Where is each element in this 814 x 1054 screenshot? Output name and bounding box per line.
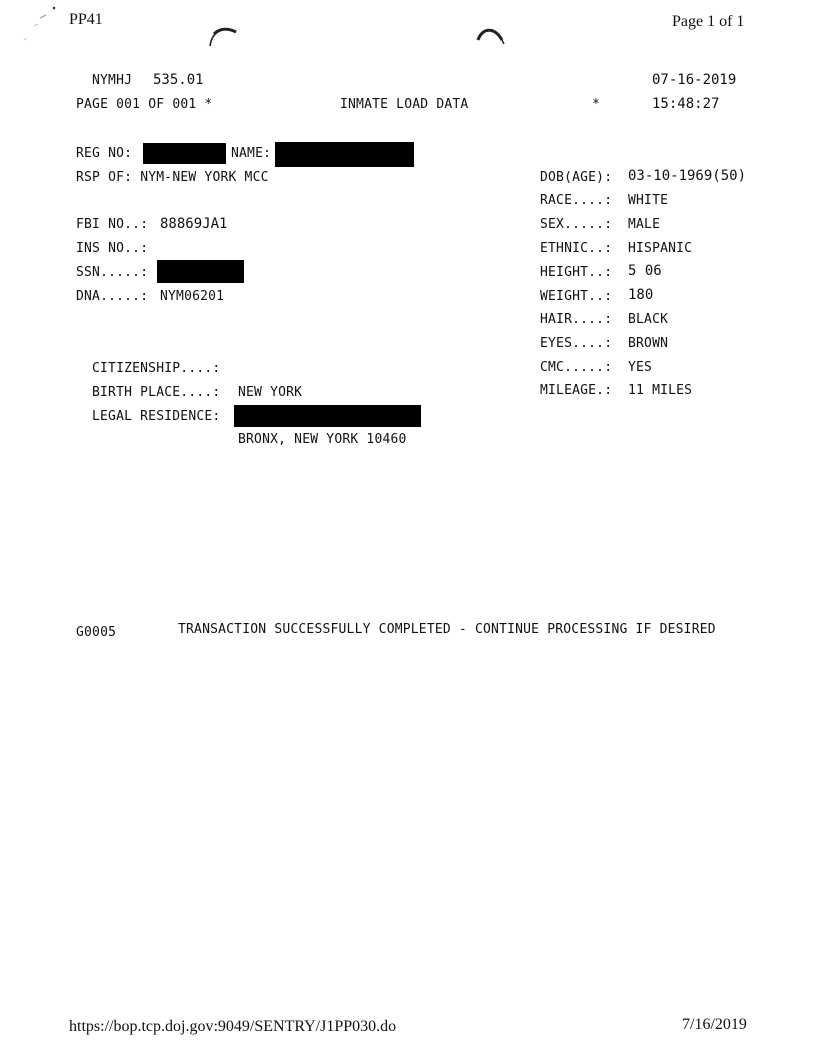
status-code: G0005 bbox=[76, 625, 117, 640]
legal-residence-redaction bbox=[234, 405, 421, 427]
fbi-label: FBI NO..: bbox=[76, 217, 149, 232]
legal-residence-line2: BRONX, NEW YORK 10460 bbox=[238, 432, 407, 447]
version: 535.01 bbox=[153, 72, 204, 88]
screen-title: INMATE LOAD DATA bbox=[340, 97, 469, 112]
scan-mark-top-left bbox=[20, 4, 60, 44]
screen-date: 07-16-2019 bbox=[652, 72, 737, 88]
reg-no-label: REG NO: bbox=[76, 146, 133, 161]
birth-place-value: NEW YORK bbox=[238, 385, 303, 400]
mileage-label: MILEAGE.: bbox=[540, 383, 613, 398]
print-header-left: PP41 bbox=[69, 11, 103, 28]
punch-hole-mark-left bbox=[206, 24, 240, 48]
cmc-value: YES bbox=[628, 360, 653, 375]
eyes-label: EYES....: bbox=[540, 336, 613, 351]
print-header-right: Page 1 of 1 bbox=[672, 13, 745, 30]
ethnic-value: HISPANIC bbox=[628, 241, 693, 256]
name-redaction bbox=[275, 142, 414, 167]
height-label: HEIGHT..: bbox=[540, 265, 613, 280]
weight-label: WEIGHT..: bbox=[540, 289, 613, 304]
dna-label: DNA.....: bbox=[76, 289, 149, 304]
reg-no-redaction bbox=[143, 143, 226, 164]
legal-residence-label: LEGAL RESIDENCE: bbox=[92, 409, 221, 424]
eyes-value: BROWN bbox=[628, 336, 669, 351]
sex-label: SEX.....: bbox=[540, 217, 613, 232]
punch-hole-mark-right bbox=[474, 24, 508, 48]
dob-value: 03-10-1969(50) bbox=[628, 168, 747, 184]
birth-place-label: BIRTH PLACE....: bbox=[92, 385, 221, 400]
system-id: NYMHJ bbox=[92, 73, 133, 88]
mileage-value: 11 MILES bbox=[628, 383, 693, 398]
ethnic-label: ETHNIC..: bbox=[540, 241, 613, 256]
ssn-label: SSN.....: bbox=[76, 265, 149, 280]
name-label: NAME: bbox=[231, 146, 272, 161]
race-value: WHITE bbox=[628, 193, 669, 208]
hair-value: BLACK bbox=[628, 312, 669, 327]
rsp-of: RSP OF: NYM-NEW YORK MCC bbox=[76, 170, 269, 185]
height-value: 5 06 bbox=[628, 263, 662, 279]
ins-label: INS NO..: bbox=[76, 241, 149, 256]
title-star: * bbox=[592, 97, 601, 112]
citizenship-label: CITIZENSHIP....: bbox=[92, 361, 221, 376]
race-label: RACE....: bbox=[540, 193, 613, 208]
print-footer-url: https://bop.tcp.doj.gov:9049/SENTRY/J1PP030.do bbox=[69, 1018, 397, 1035]
page-label: PAGE 001 OF 001 * bbox=[76, 97, 213, 112]
status-message: TRANSACTION SUCCESSFULLY COMPLETED - CONTINUE PROCESSING IF DESIRED bbox=[178, 622, 716, 637]
dna-value: NYM06201 bbox=[160, 289, 225, 304]
fbi-value: 88869JA1 bbox=[160, 216, 228, 232]
sex-value: MALE bbox=[628, 217, 661, 232]
print-footer-date: 7/16/2019 bbox=[682, 1016, 747, 1033]
dob-label: DOB(AGE): bbox=[540, 170, 613, 185]
screen-time: 15:48:27 bbox=[652, 96, 720, 112]
ssn-redaction bbox=[157, 260, 244, 283]
cmc-label: CMC.....: bbox=[540, 360, 613, 375]
hair-label: HAIR....: bbox=[540, 312, 613, 327]
weight-value: 180 bbox=[628, 287, 654, 303]
